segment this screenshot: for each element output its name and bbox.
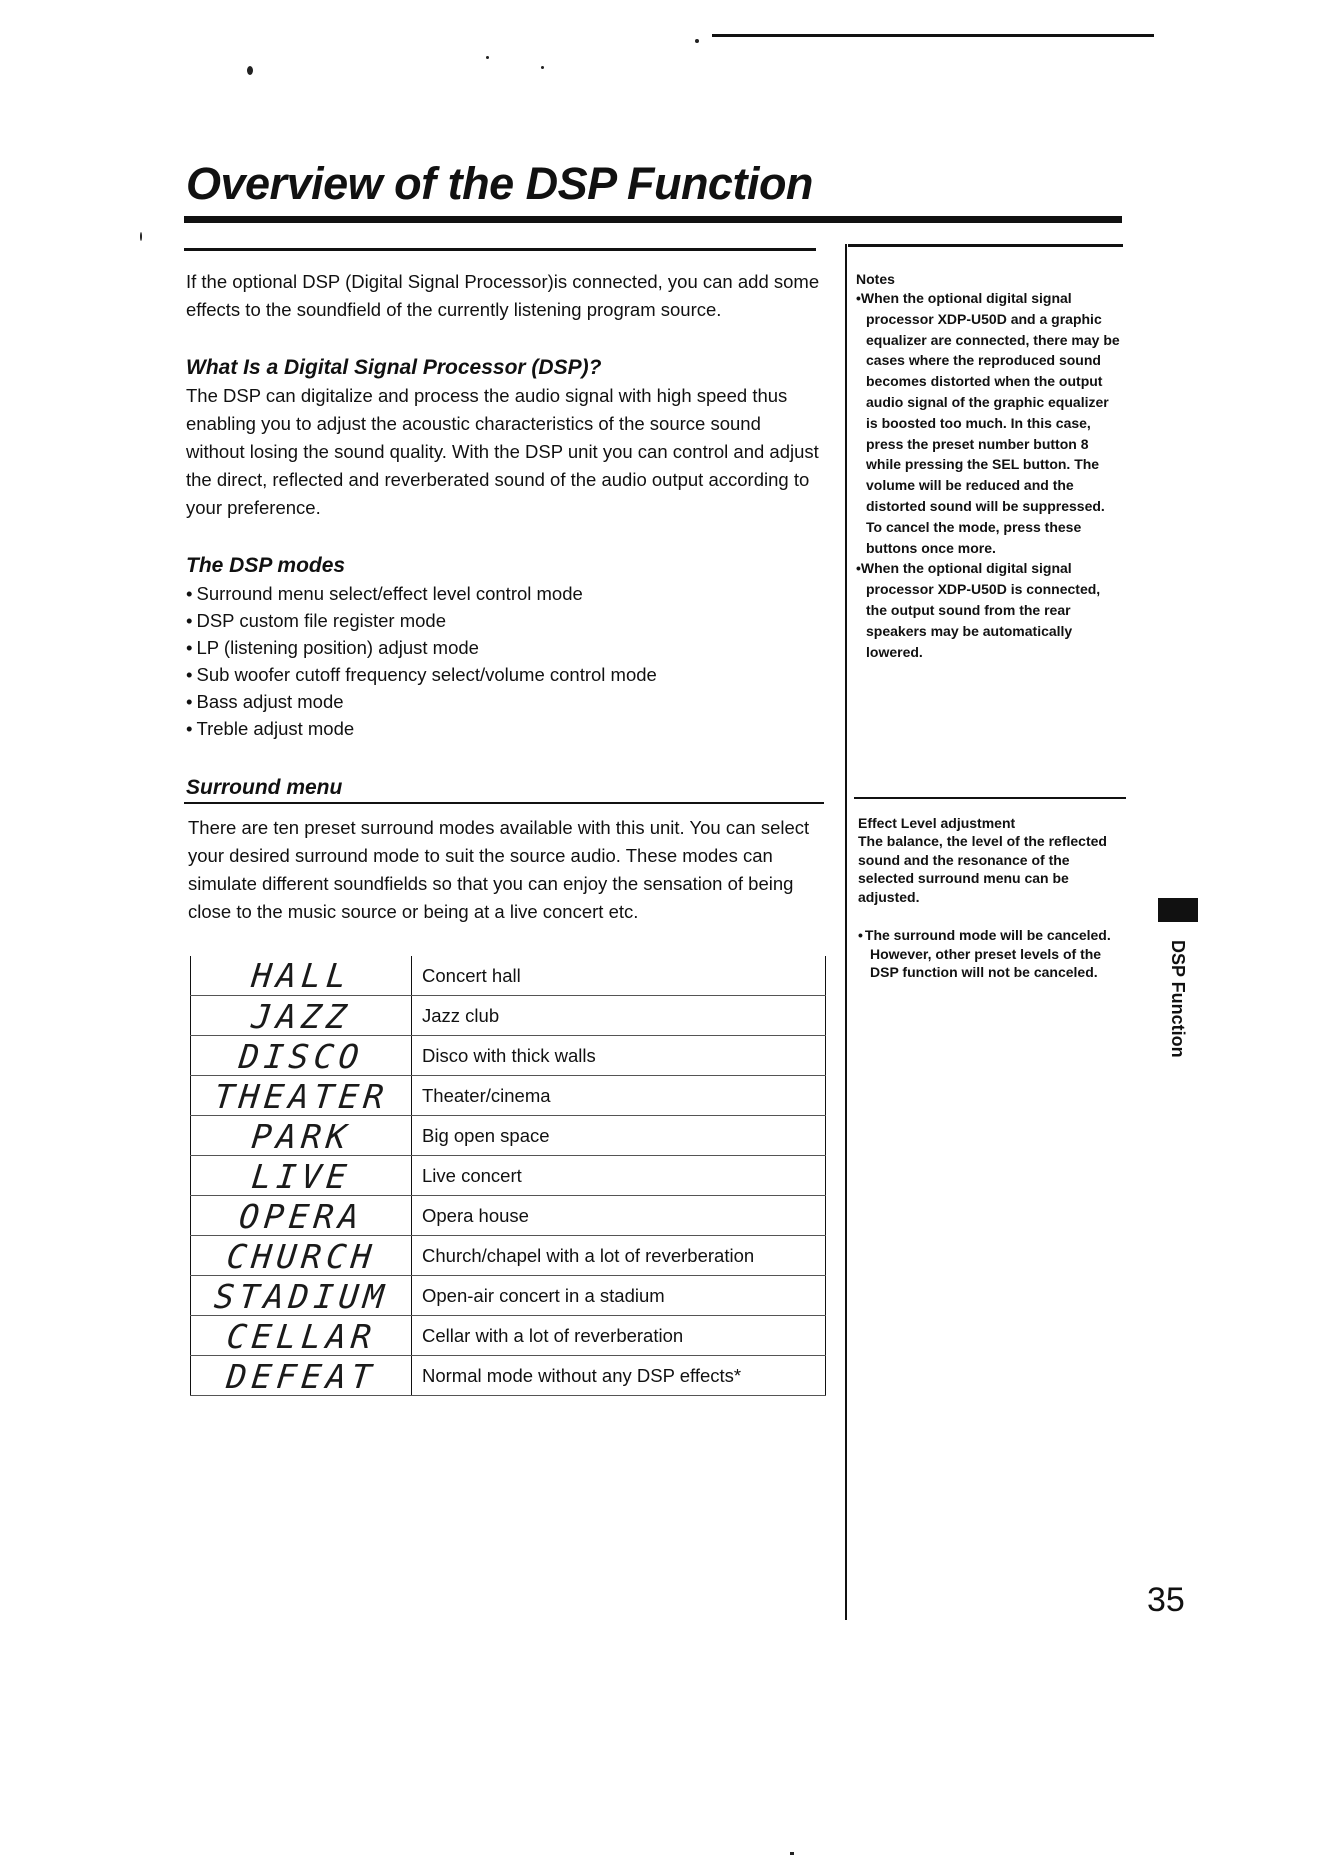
effect-level-heading: Effect Level adjustment	[858, 815, 1016, 831]
list-item: • DSP custom file register mode	[186, 607, 822, 634]
scan-speck	[247, 66, 253, 75]
lcd-display-text: LIVE	[188, 1156, 413, 1196]
mode-description: Theater/cinema	[412, 1076, 826, 1116]
lcd-display-text: CHURCH	[188, 1236, 413, 1276]
mode-description: Disco with thick walls	[412, 1036, 826, 1076]
lcd-display-text: HALL	[188, 956, 413, 996]
lcd-display-text: PARK	[188, 1116, 413, 1156]
main-column-rule	[184, 248, 816, 251]
surround-menu-rule	[184, 802, 824, 804]
scan-speck	[790, 1852, 794, 1855]
lcd-display-text: DEFEAT	[188, 1356, 413, 1396]
page-number: 35	[1147, 1581, 1185, 1619]
what-is-dsp-paragraph: The DSP can digitalize and process the audio signal with high speed thus enabling you to adjust the acoustic characteristics of the source sound without losing the sound quality. With the DSP unit you can control and adjust the direct, reflected and reverberated sound of the audio output according to your preference.	[186, 385, 819, 518]
effect-level-section	[858, 814, 1128, 982]
mode-description: Normal mode without any DSP effects*	[412, 1356, 826, 1396]
lcd-display-text: CELLAR	[188, 1316, 413, 1356]
effect-level-rule	[854, 797, 1126, 799]
notes-column-rule	[848, 244, 1123, 247]
table-row	[191, 996, 826, 1036]
list-item: • LP (listening position) adjust mode	[186, 634, 822, 661]
lcd-display-text: OPERA	[188, 1196, 413, 1236]
scan-speck	[695, 39, 699, 43]
lcd-display-text: STADIUM	[188, 1276, 413, 1316]
notes-column	[856, 270, 1124, 662]
list-item: • The surround mode will be canceled. However, other preset levels of the DSP function will not be canceled.	[858, 926, 1128, 982]
surround-menu-heading: Surround menu	[186, 776, 343, 799]
section-tab-label: DSP Function	[1168, 940, 1188, 1058]
table-row	[191, 1156, 826, 1196]
list-item: • Surround menu select/effect level control mode	[186, 580, 822, 607]
column-divider	[845, 244, 847, 1620]
lcd-display-text: THEATER	[188, 1076, 413, 1116]
top-decorative-rule	[712, 34, 1154, 37]
table-row	[191, 1356, 826, 1396]
table-row	[191, 1196, 826, 1236]
table-row	[191, 1316, 826, 1356]
mode-description: Cellar with a lot of reverberation	[412, 1316, 826, 1356]
effect-level-paragraph: The balance, the level of the reflected sound and the resonance of the selected surround menu can be adjusted.	[858, 833, 1107, 905]
table-row	[191, 1276, 826, 1316]
effect-level-list	[858, 926, 1128, 982]
mode-description: Open-air concert in a stadium	[412, 1276, 826, 1316]
section-tab-marker	[1158, 898, 1198, 922]
lcd-display-text: JAZZ	[188, 996, 413, 1036]
scan-speck	[541, 66, 544, 69]
surround-menu-paragraph: There are ten preset surround modes available with this unit. You can select your desired surround mode to suit the source audio. These modes can simulate different soundfields so that you can enjoy the sensation of being close to the music source or being at a live concert etc.	[188, 817, 810, 922]
title-rule	[184, 216, 1122, 223]
scan-speck	[486, 56, 489, 59]
mode-description: Concert hall	[412, 956, 826, 996]
list-item: • Sub woofer cutoff frequency select/volume control mode	[186, 661, 822, 688]
table-row	[191, 956, 826, 996]
table-row	[191, 1236, 826, 1276]
list-item: • When the optional digital signal processor XDP-U50D is connected, the output sound from the rear speakers may be automatically lowered.	[856, 558, 1124, 662]
mode-description: Big open space	[412, 1116, 826, 1156]
dsp-modes-heading: The DSP modes	[186, 554, 346, 577]
surround-modes-table	[190, 956, 826, 1396]
mode-description: Opera house	[412, 1196, 826, 1236]
list-item: • Treble adjust mode	[186, 715, 822, 742]
notes-heading: Notes	[856, 271, 895, 287]
scan-speck	[140, 232, 142, 241]
intro-paragraph: If the optional DSP (Digital Signal Processor)is connected, you can add some effects to the soundfield of the currently listening program source.	[186, 271, 820, 320]
main-column	[186, 268, 822, 742]
what-is-dsp-heading: What Is a Digital Signal Processor (DSP)?	[186, 356, 602, 379]
page-title: Overview of the DSP Function	[186, 158, 813, 209]
list-item: • Bass adjust mode	[186, 688, 822, 715]
notes-list	[856, 288, 1124, 662]
list-item: • When the optional digital signal processor XDP-U50D and a graphic equalizer are connected, there may be cases where the reproduced sound becomes distorted when the output audio signal of the graphic equalizer is boosted too much. In this case, press the preset number button 8 while pressing the SEL button. The volume will be reduced and the distorted sound will be suppressed. To cancel the mode, press these buttons once more.	[856, 288, 1124, 558]
table-row	[191, 1116, 826, 1156]
mode-description: Live concert	[412, 1156, 826, 1196]
dsp-modes-list	[186, 580, 822, 742]
lcd-display-text: DISCO	[188, 1036, 413, 1076]
mode-description: Jazz club	[412, 996, 826, 1036]
table-row	[191, 1076, 826, 1116]
mode-description: Church/chapel with a lot of reverberation	[412, 1236, 826, 1276]
table-row	[191, 1036, 826, 1076]
